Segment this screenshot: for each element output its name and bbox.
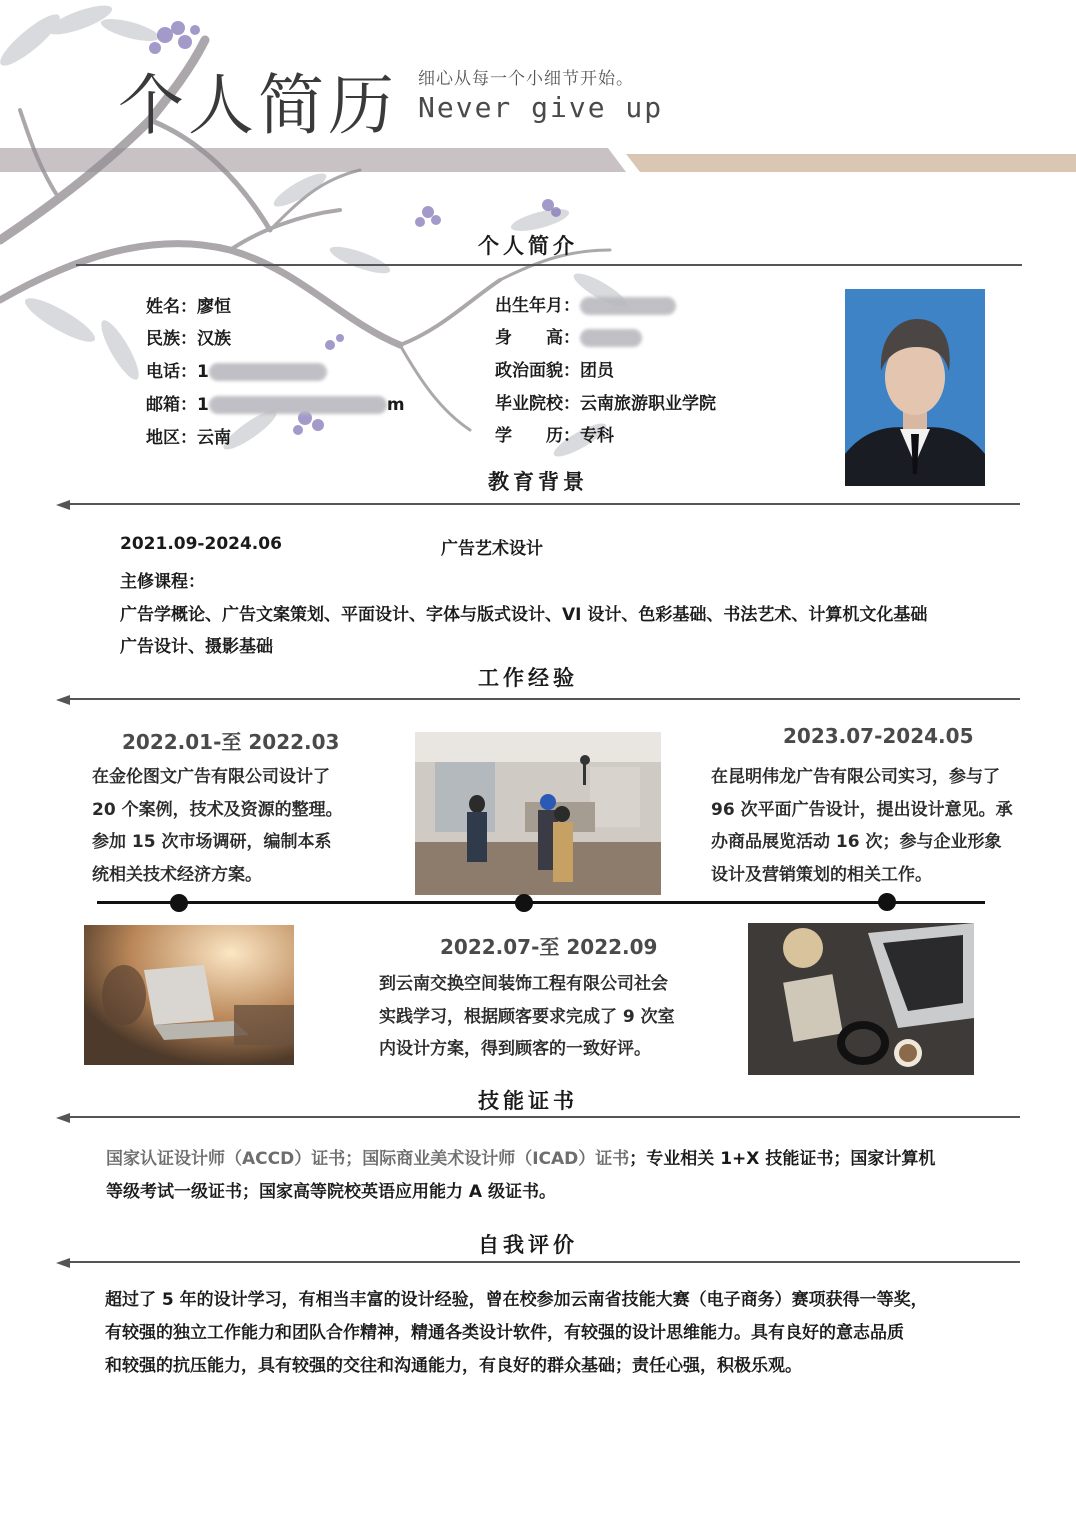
info-height: 身 高： bbox=[495, 326, 642, 350]
person-portrait-icon bbox=[845, 289, 985, 486]
divider-arrow-icon bbox=[56, 1113, 70, 1123]
school-value: 云南旅游职业学院 bbox=[580, 394, 716, 414]
info-phone: 电话：1 bbox=[146, 360, 327, 384]
header-band-tan bbox=[626, 154, 1076, 172]
experience-3-date: 2022.07-至 2022.09 bbox=[440, 935, 658, 959]
section-title-education: 教育背景 bbox=[488, 469, 588, 494]
experience-3-text: 到云南交换空间装饰工程有限公司社会 实践学习，根据顾客要求完成了 9 次室 内设计方案，得到顾客的一致好评。 bbox=[379, 974, 675, 1059]
info-ethnicity: 民族：汉族 bbox=[146, 329, 231, 349]
section-title-self-evaluation: 自我评价 bbox=[478, 1232, 578, 1257]
ethnicity-value: 汉族 bbox=[197, 329, 231, 349]
certificates-text: 国家认证设计师（ACCD）证书；国际商业美术设计师（ICAD）证书；专业相关 1+X 技能证书；国家计算机 等级考试一级证书；国家高等院校英语应用能力 A 级证书。 bbox=[106, 1149, 936, 1202]
experience-1-text: 在金伦图文广告有限公司设计了 20 个案例，技术及资源的整理。 参加 15 次市场调研，编制本系 统相关技术经济方案。 bbox=[92, 767, 343, 885]
education-period: 2021.09-2024.06 bbox=[120, 534, 282, 554]
divider-arrow-icon bbox=[56, 500, 70, 510]
timeline-dot bbox=[878, 893, 896, 911]
section-divider bbox=[66, 1116, 1020, 1118]
resume-subtitle: 细心从每一个小细节开始。 bbox=[418, 69, 634, 89]
desk-photo bbox=[748, 923, 974, 1075]
politics-value: 团员 bbox=[580, 361, 614, 381]
education-major: 广告艺术设计 bbox=[441, 539, 543, 559]
degree-value: 专科 bbox=[580, 426, 614, 446]
section-divider bbox=[66, 1261, 1020, 1263]
info-region: 地区：云南 bbox=[146, 428, 231, 448]
resume-title: 个人简历 bbox=[118, 67, 398, 144]
info-name: 姓名：廖恒 bbox=[146, 297, 231, 317]
profile-photo bbox=[845, 289, 985, 486]
section-title-work: 工作经验 bbox=[478, 665, 578, 690]
section-divider bbox=[66, 503, 1020, 505]
info-school: 毕业院校：云南旅游职业学院 bbox=[495, 394, 716, 414]
experience-2-date: 2023.07-2024.05 bbox=[783, 724, 974, 748]
redacted-birth bbox=[580, 297, 676, 315]
info-email: 邮箱：1 m bbox=[146, 395, 405, 415]
timeline-dot bbox=[515, 894, 533, 912]
info-degree: 学 历：专科 bbox=[495, 426, 614, 446]
resume-slogan: Never give up bbox=[418, 91, 664, 124]
name-value: 廖恒 bbox=[197, 297, 231, 317]
header-band-gray bbox=[0, 148, 626, 172]
divider-arrow-icon bbox=[56, 1258, 70, 1268]
courses-line-2: 广告设计、摄影基础 bbox=[120, 637, 273, 657]
section-title-profile: 个人简介 bbox=[478, 233, 578, 258]
redacted-height bbox=[580, 329, 642, 347]
divider-arrow-icon bbox=[56, 695, 70, 705]
courses-line-1: 广告学概论、广告文案策划、平面设计、字体与版式设计、VI 设计、色彩基础、书法艺术、计算机文化基础 bbox=[120, 605, 928, 625]
redacted-email bbox=[209, 396, 387, 414]
courses-label: 主修课程： bbox=[120, 572, 205, 592]
timeline-line bbox=[97, 901, 985, 904]
experience-2-text: 在昆明伟龙广告有限公司实习，参与了 96 次平面广告设计，提出设计意见。承 办商品展览活动 16 次；参与企业形象 设计及营销策划的相关工作。 bbox=[711, 767, 1013, 885]
showroom-photo bbox=[415, 732, 661, 895]
info-birth: 出生年月： bbox=[495, 294, 676, 318]
self-evaluation-text: 超过了 5 年的设计学习，有相当丰富的设计经验，曾在校参加云南省技能大赛（电子商务）赛项获得一等奖， 有较强的独立工作能力和团队合作精神，精通各类设计软件，有较强的设计思维能力。具有良好的意志品质 和较强的抗压能力，具有较强的交往和沟通能力，有良好的群众基础；责任心强，积极乐观。 bbox=[105, 1290, 928, 1376]
section-title-certificates: 技能证书 bbox=[478, 1088, 578, 1113]
timeline-dot bbox=[170, 894, 188, 912]
redacted-phone bbox=[209, 363, 327, 381]
info-politics: 政治面貌：团员 bbox=[495, 361, 614, 381]
section-divider bbox=[66, 698, 1020, 700]
section-divider bbox=[76, 264, 1022, 266]
laptop-photo bbox=[84, 925, 294, 1065]
region-value: 云南 bbox=[197, 428, 231, 448]
experience-1-date: 2022.01-至 2022.03 bbox=[122, 730, 340, 754]
